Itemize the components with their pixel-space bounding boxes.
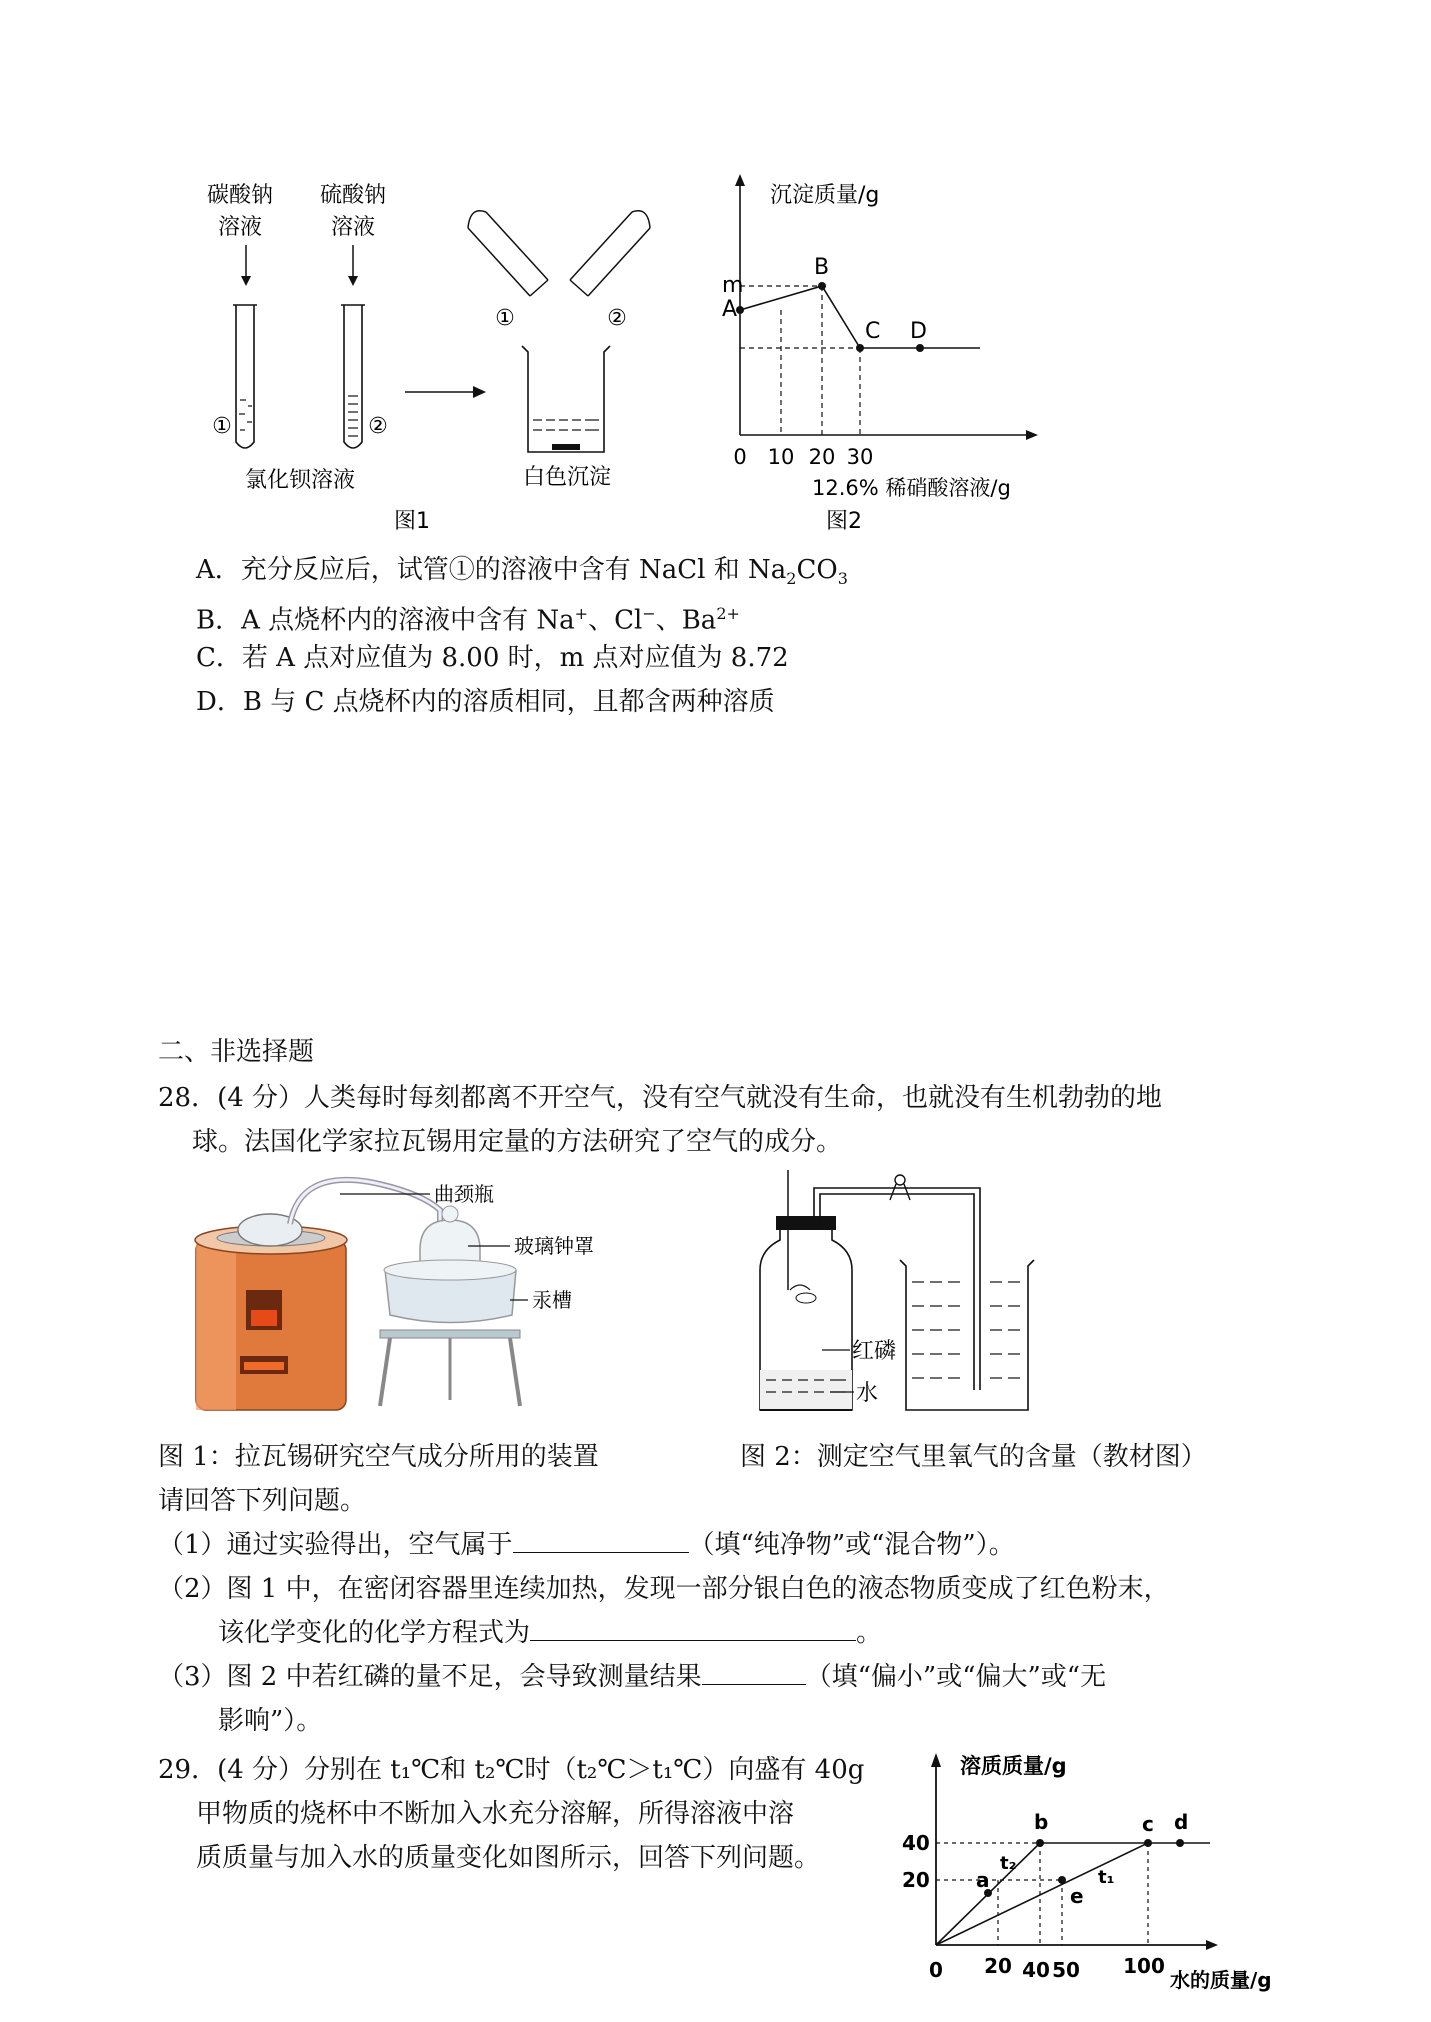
chart2-point-e <box>1058 1876 1066 1884</box>
chart1-label-C: C <box>865 319 881 344</box>
chart2-label-b: b <box>1034 1810 1049 1834</box>
option-a: A．充分反应后，试管①的溶液中含有 NaCl 和 $Na_2CO_3$ <box>196 555 848 589</box>
figure1-caption: 图 1：拉瓦锡研究空气成分所用的装置 <box>158 1442 599 1472</box>
chart2-label-d: d <box>1174 1810 1189 1834</box>
figure-1-apparatus <box>190 170 710 540</box>
section-heading: 二、非选择题 <box>158 1037 315 1067</box>
exp2-label-phosphorus: 红磷 <box>852 1339 897 1364</box>
tube1-label-l1: 碳酸钠 <box>206 183 274 208</box>
chart2-ytick-20: 20 <box>902 1868 930 1892</box>
answer-blank-1[interactable] <box>513 1526 689 1553</box>
lav-label-retort: 曲颈瓶 <box>434 1182 494 1206</box>
bell-jar-trough <box>380 1206 520 1406</box>
chart2-xtick-0: 0 <box>929 1958 943 1982</box>
figure-2-chart <box>700 170 1060 540</box>
chart1-point-C <box>856 344 864 352</box>
chart1-mark-m: m <box>722 273 744 298</box>
tube1-label-l2: 溶液 <box>217 215 263 240</box>
chart2-point-b <box>1036 1839 1044 1847</box>
chart2-label-c: c <box>1142 1812 1154 1836</box>
option-b: B．A 点烧杯内的溶液中含有 Na+、Cl−、$Ba^{2+}$ <box>196 604 740 636</box>
lavoisier-apparatus-figure <box>180 1170 600 1430</box>
fig2-caption: 图2 <box>826 509 862 534</box>
tube1-number: ① <box>212 414 232 439</box>
furnace <box>195 1226 347 1410</box>
chart2-series-label-t2: t₂ <box>1000 1853 1017 1874</box>
answer-blank-2[interactable] <box>530 1614 856 1641</box>
test-tube-2 <box>341 305 365 448</box>
chart1-mark-A: A <box>722 297 738 322</box>
chart2-ytick-40: 40 <box>902 1831 930 1855</box>
lav-label-belljar: 玻璃钟罩 <box>514 1234 594 1258</box>
chart1-xtick-10: 10 <box>767 445 795 469</box>
pouring-tubes <box>468 211 650 296</box>
chart2-label-e: e <box>1070 1884 1084 1908</box>
option-c: C．若 A 点对应值为 8.00 时，m 点对应值为 8.72 <box>196 643 789 673</box>
test-tube-1 <box>233 305 257 448</box>
pour-number-1: ① <box>495 306 515 331</box>
figure2-caption: 图 2：测定空气里氧气的含量（教材图） <box>740 1442 1207 1472</box>
question-2-line2: 该化学变化的化学方程式为 。 <box>218 1613 882 1653</box>
tube-bottom-label: 氯化钡溶液 <box>244 468 356 493</box>
chart2-xtick-100: 100 <box>1123 1954 1165 1978</box>
chart1-line <box>740 286 980 348</box>
chart2-series-t1 <box>936 1843 1148 1945</box>
answer-blank-3[interactable] <box>702 1658 806 1685</box>
chart2-point-d <box>1176 1839 1184 1847</box>
oxygen-measurement-figure <box>750 1170 1110 1430</box>
chart2-xlabel: 水的质量/g <box>1170 1968 1272 1992</box>
question-3-line2: 影响”）。 <box>218 1706 323 1736</box>
chart1-xlabel: 12.6% 稀硝酸溶液/g <box>812 476 1011 500</box>
q28-line1: 28．(4 分）人类每时每刻都离不开空气，没有空气就没有生命，也就没有生机勃勃的地 <box>158 1083 1163 1113</box>
prompt-text: 请回答下列问题。 <box>158 1486 367 1516</box>
chart2-point-c <box>1144 1839 1152 1847</box>
q29-line2: 甲物质的烧杯中不断加入水充分溶解，所得溶液中溶 <box>196 1799 795 1829</box>
chart2-xtick-40: 40 <box>1022 1958 1050 1982</box>
chart2-series-label-t1: t₁ <box>1098 1867 1115 1888</box>
lav-label-trough: 汞槽 <box>532 1288 572 1312</box>
chart2-label-a: a <box>976 1868 990 1892</box>
option-d: D．B 与 C 点烧杯内的溶质相同，且都含两种溶质 <box>196 687 775 717</box>
exp2-label-water: 水 <box>856 1381 879 1406</box>
fig1-caption: 图1 <box>394 509 430 534</box>
gas-bottle <box>760 1170 852 1410</box>
q28-line2: 球。法国化学家拉瓦锡用定量的方法研究了空气的成分。 <box>192 1127 843 1157</box>
tube2-number: ② <box>368 414 388 439</box>
solubility-chart <box>880 1745 1300 2015</box>
water-beaker <box>900 1260 1034 1410</box>
q29-line3: 质质量与加入水的质量变化如图所示，回答下列问题。 <box>196 1843 821 1873</box>
question-3-line1: （3）图 2 中若红磷的量不足，会导致测量结果 （填“偏小”或“偏大”或“无 <box>158 1657 1106 1697</box>
q29-line1: 29．(4 分）分别在 t₁℃和 t₂℃时（t₂℃＞t₁℃）向盛有 40g <box>158 1755 865 1785</box>
chart2-xtick-20: 20 <box>984 1954 1012 1978</box>
chart1-xtick-30: 30 <box>846 445 874 469</box>
question-2-line1: （2）图 1 中，在密闭容器里连续加热，发现一部分银白色的液态物质变成了红色粉末， <box>158 1574 1170 1604</box>
beaker <box>522 346 610 452</box>
chart1-xtick-0: 0 <box>733 445 747 469</box>
tube2-label-l1: 硫酸钠 <box>319 183 387 208</box>
chart2-ylabel: 溶质质量/g <box>960 1754 1067 1778</box>
chart1-ylabel: 沉淀质量/g <box>770 183 880 208</box>
beaker-label: 白色沉淀 <box>522 465 612 490</box>
chart1-label-B: B <box>814 255 830 280</box>
chart1-label-D: D <box>910 319 927 344</box>
pour-number-2: ② <box>607 306 627 331</box>
chart1-point-D <box>916 344 924 352</box>
chart2-xtick-50: 50 <box>1052 1958 1080 1982</box>
tube2-label-l2: 溶液 <box>330 215 376 240</box>
chart1-xtick-20: 20 <box>808 445 836 469</box>
question-1: （1）通过实验得出，空气属于 （填“纯净物”或“混合物”）。 <box>158 1525 1015 1565</box>
chart1-point-A <box>736 306 744 314</box>
chart1-point-B <box>818 282 826 290</box>
